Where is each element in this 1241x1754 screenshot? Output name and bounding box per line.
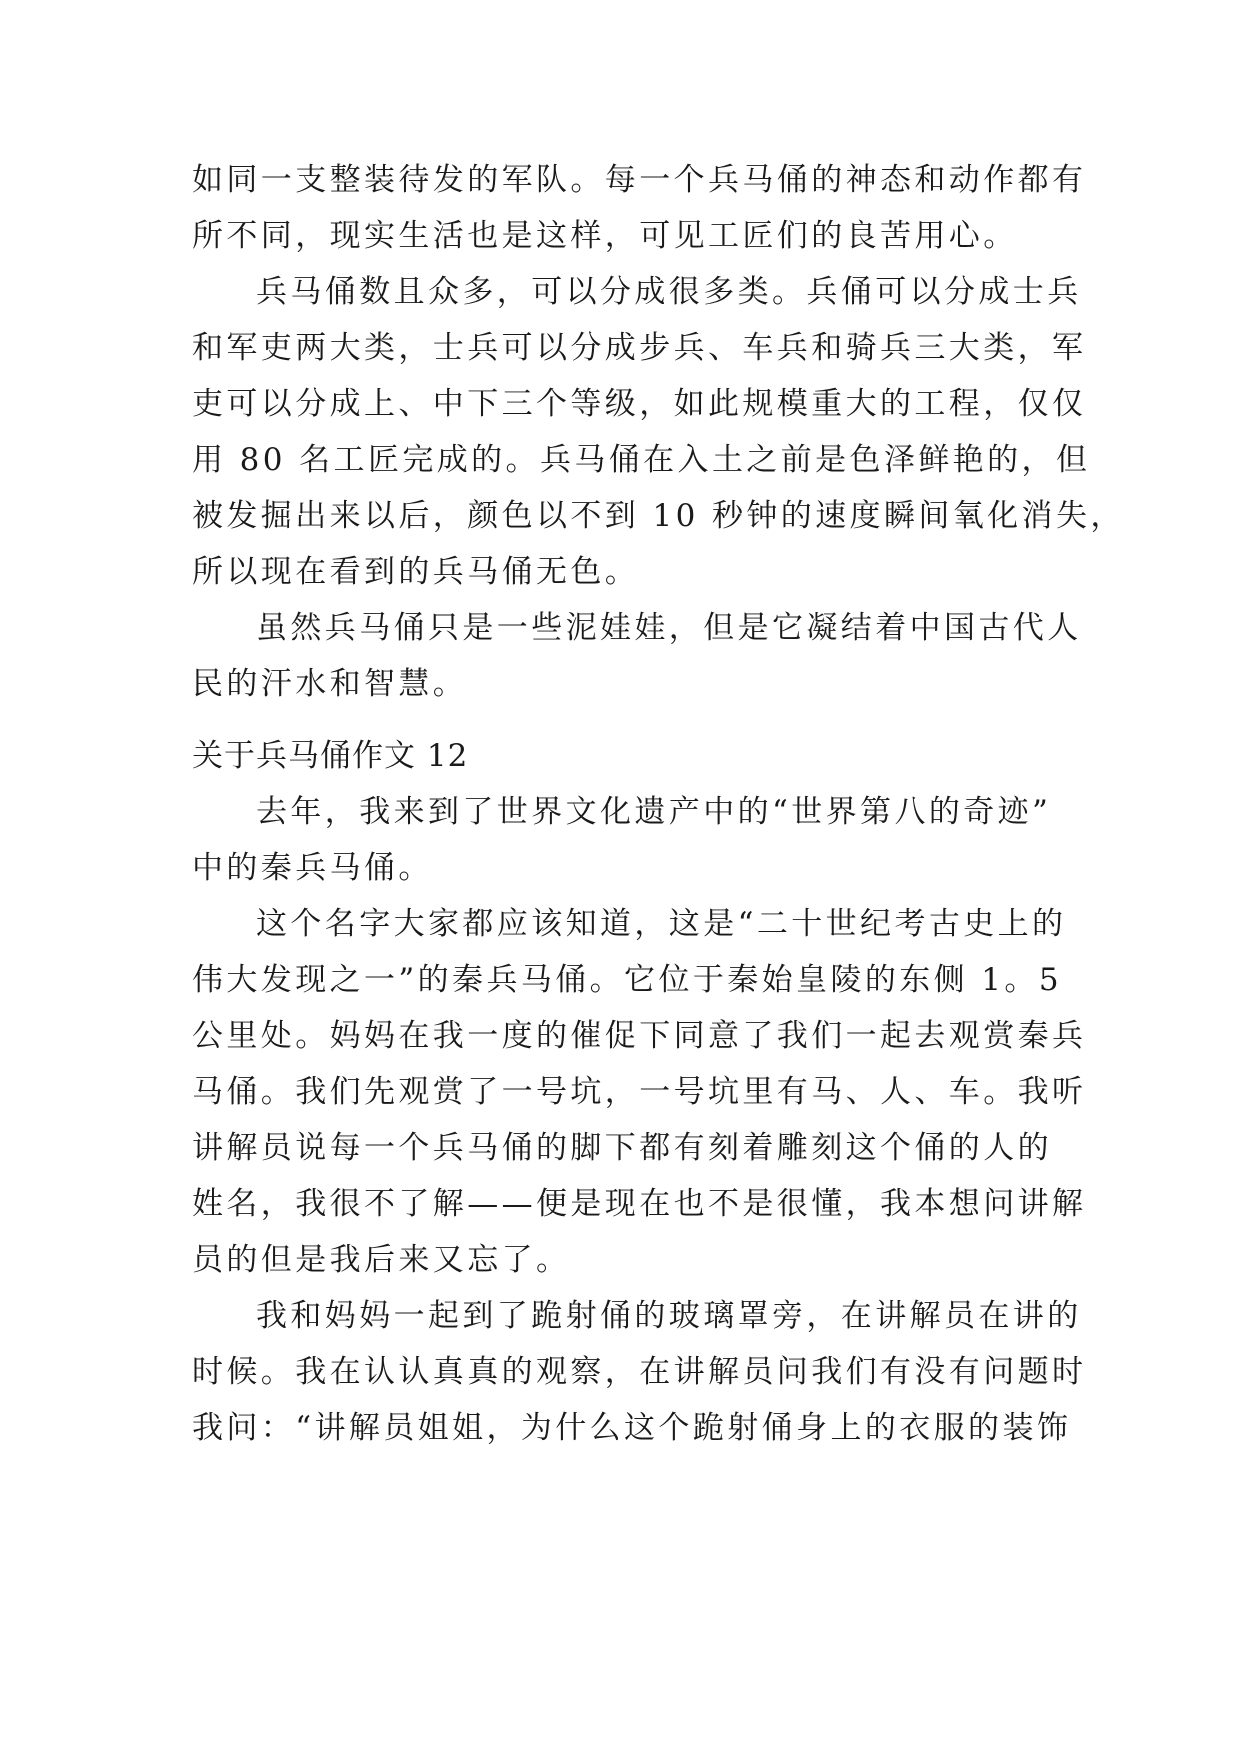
text-line: 所以现在看到的兵马俑无色。 xyxy=(192,554,640,590)
text-line: 用 80 名工匠完成的。兵马俑在入土之前是色泽鲜艳的，但 xyxy=(192,442,1091,478)
text-line: 所不同，现实生活也是这样，可见工匠们的良苦用心。 xyxy=(192,218,1018,254)
text-line: 公里处。妈妈在我一度的催促下同意了我们一起去观赏秦兵 xyxy=(192,1018,1087,1054)
text-line: 讲解员说每一个兵马俑的脚下都有刻着雕刻这个俑的人的 xyxy=(192,1130,1052,1166)
paragraph-start: 兵马俑数且众多，可以分成很多类。兵俑可以分成士兵 xyxy=(256,274,1082,310)
text-line: 员的但是我后来又忘了。 xyxy=(192,1242,571,1278)
text-line: 中的秦兵马俑。 xyxy=(192,850,433,886)
text-line: 如同一支整装待发的军队。每一个兵马俑的神态和动作都有 xyxy=(192,162,1087,198)
text-line: 被发掘出来以后，颜色以不到 10 秒钟的速度瞬间氧化消失， xyxy=(192,498,1125,534)
text-line: 我问：“讲解员姐姐，为什么这个跪射俑身上的衣服的装饰 xyxy=(192,1410,1072,1446)
text-line: 伟大发现之一”的秦兵马俑。它位于秦始皇陵的东侧 1。5 xyxy=(192,962,1062,998)
text-line: 民的汗水和智慧。 xyxy=(192,666,468,702)
paragraph-start: 去年，我来到了世界文化遗产中的“世界第八的奇迹” xyxy=(256,794,1052,830)
paragraph-start: 这个名字大家都应该知道，这是“二十世纪考古史上的 xyxy=(256,906,1067,942)
text-line: 吏可以分成上、中下三个等级，如此规模重大的工程，仅仅 xyxy=(192,386,1087,422)
text-line: 时候。我在认认真真的观察，在讲解员问我们有没有问题时 xyxy=(192,1354,1087,1390)
section-heading: 关于兵马俑作文 12 xyxy=(192,738,469,774)
paragraph-start: 我和妈妈一起到了跪射俑的玻璃罩旁，在讲解员在讲的 xyxy=(256,1298,1082,1334)
text-line: 马俑。我们先观赏了一号坑，一号坑里有马、人、车。我听 xyxy=(192,1074,1087,1110)
text-line: 和军吏两大类，士兵可以分成步兵、车兵和骑兵三大类，军 xyxy=(192,330,1087,366)
paragraph-start: 虽然兵马俑只是一些泥娃娃，但是它凝结着中国古代人 xyxy=(256,610,1082,646)
text-line: 姓名，我很不了解——便是现在也不是很懂，我本想问讲解 xyxy=(192,1186,1087,1222)
